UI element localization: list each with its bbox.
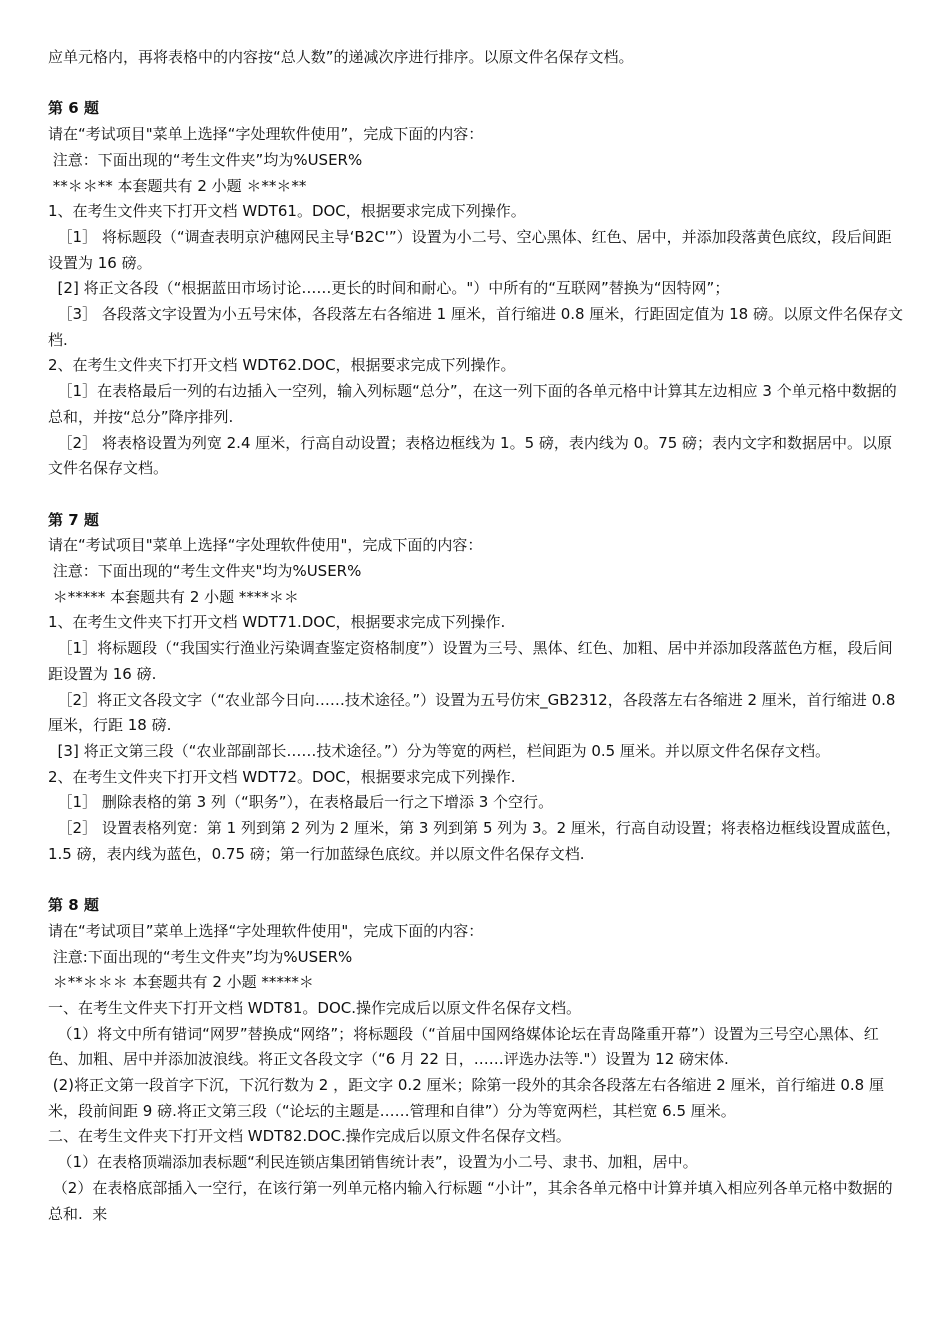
question-7	[48, 508, 904, 868]
question-8-part-1-item-1: （1）将文中所有错词“网罗”替换成“网络”；将标题段（“首届中国网络媒体论坛在青岛隆重开幕”）设置为三号空心黑体、红色、加粗、居中并添加波浪线。将正文各段文字（“6 月 22 日，……评选办法等."）设置为 12 磅宋体.	[48, 1024, 879, 1069]
question-7-instruction: 请在“考试项目"菜单上选择“字处理软件使用"，完成下面的内容：	[48, 536, 483, 555]
question-8-note: 注意:下面出现的“考生文件夹”均为%USER%	[48, 947, 353, 966]
question-6-part-2-item-1: ［1］在表格最后一列的右边插入一空列，输入列标题“总分”，在这一列下面的各单元格中计算其左边相应 3 个单元格中数据的总和，并按“总分”降序排列.	[48, 382, 897, 426]
question-7-part-1-item-3: [3] 将正文第三段（“农业部副部长……技术途径。”）分为等宽的两栏，栏间距为 0.5 厘米。并以原文件名保存文档。	[48, 741, 831, 760]
question-6-part-1-item-3: ［3］ 各段落文字设置为小五号宋体，各段落左右各缩进 1 厘米，首行缩进 0.8 厘米，行距固定值为 18 磅。以原文件名保存文档.	[48, 305, 903, 349]
question-7-part-2-item-2: ［2］ 设置表格列宽：第 1 列到第 2 列为 2 厘米，第 3 列到第 5 列为 3。2 厘米，行高自动设置；将表格边框线设置成蓝色，1.5 磅，表内线为蓝色，0.75 磅；第一行加蓝绿色底纹。并以原文件名保存文档.	[48, 819, 901, 863]
question-6-stars: **＊＊** 本套题共有 2 小题 ＊**＊**	[48, 176, 307, 195]
question-7-title: 第 7 题	[48, 510, 99, 529]
question-6-note: 注意：下面出现的“考生文件夹”均为%USER%	[48, 150, 363, 169]
question-8-part-1: 一、在考生文件夹下打开文档 WDT81。DOC.操作完成后以原文件名保存文档。	[48, 998, 582, 1017]
question-8-stars: ＊**＊＊＊ 本套题共有 2 小题 *****＊	[48, 973, 314, 992]
question-6-part-1-item-1: ［1］ 将标题段（“调查表明京沪穗网民主导‘B2C'”）设置为小二号、空心黑体、红色、居中，并添加段落黄色底纹，段后间距设置为 16 磅。	[48, 227, 892, 272]
question-6-title: 第 6 题	[48, 99, 99, 118]
question-8	[48, 893, 904, 1227]
question-7-part-1-item-1: ［1］将标题段（“我国实行渔业污染调查鉴定资格制度”）设置为三号、黑体、红色、加粗、居中并添加段落蓝色方框，段后间距设置为 16 磅.	[48, 639, 893, 683]
question-7-note: 注意：下面出现的“考生文件夹"均为%USER%	[48, 562, 362, 581]
question-8-part-2: 二、在考生文件夹下打开文档 WDT82.DOC.操作完成后以原文件名保存文档。	[48, 1127, 571, 1146]
question-8-part-1-item-2: (2)将正文第一段首字下沉，下沉行数为 2 ，距文字 0.2 厘米；除第一段外的其余各段落左右各缩进 2 厘米，首行缩进 0.8 厘米，段前间距 9 磅.将正文第三段（“论坛的主题是……管理和自律”）分为等宽两栏，其栏宽 6.5 厘米。	[48, 1076, 884, 1120]
section-gap	[48, 867, 904, 893]
question-6-part-2-item-2: ［2］ 将表格设置为列宽 2.4 厘米，行高自动设置；表格边框线为 1。5 磅，表内线为 0。75 磅；表内文字和数据居中。以原文件名保存文档。	[48, 433, 893, 478]
question-7-part-2: 2、在考生文件夹下打开文档 WDT72。DOC，根据要求完成下列操作.	[48, 767, 516, 786]
question-6-instruction: 请在“考试项目"菜单上选择“字处理软件使用”，完成下面的内容：	[48, 125, 484, 144]
question-7-part-1-item-2: ［2］将正文各段文字（“农业部今日向……技术途径。”）设置为五号仿宋_GB2312，各段落左右各缩进 2 厘米，首行缩进 0.8 厘米，行距 18 磅.	[48, 690, 901, 735]
section-gap	[48, 482, 904, 508]
question-6-part-2: 2、在考生文件夹下打开文档 WDT62.DOC，根据要求完成下列操作。	[48, 356, 516, 375]
question-6-part-1-item-2: [2] 将正文各段（“根据蓝田市场讨论……更长的时间和耐心。"）中所有的“互联网”替换为“因特网”；	[48, 279, 730, 298]
question-8-part-2-item-2: （2）在表格底部插入一空行，在该行第一列单元格内输入行标题 “小计”，其余各单元格中计算并填入相应列各单元格中数据的总和. 来	[48, 1178, 893, 1223]
question-7-stars: ＊***** 本套题共有 2 小题 ****＊＊	[48, 587, 299, 606]
intro-line: 应单元格内，再将表格中的内容按“总人数”的递减次序进行排序。以原文件名保存文档。	[48, 48, 634, 66]
question-6-part-1: 1、在考生文件夹下打开文档 WDT61。DOC，根据要求完成下列操作。	[48, 202, 526, 221]
question-6	[48, 96, 904, 482]
question-8-part-2-item-1: （1）在表格顶端添加表标题“利民连锁店集团销售统计表”，设置为小二号、隶书、加粗，居中。	[48, 1153, 698, 1172]
question-8-title: 第 8 题	[48, 896, 99, 915]
section-gap	[48, 71, 904, 97]
question-8-instruction: 请在“考试项目”菜单上选择“字处理软件使用"，完成下面的内容：	[48, 921, 484, 940]
question-7-part-1: 1、在考生文件夹下打开文档 WDT71.DOC，根据要求完成下列操作.	[48, 613, 506, 632]
question-7-part-2-item-1: ［1］ 删除表格的第 3 列（“职务”），在表格最后一行之下增添 3 个空行。	[48, 793, 554, 812]
